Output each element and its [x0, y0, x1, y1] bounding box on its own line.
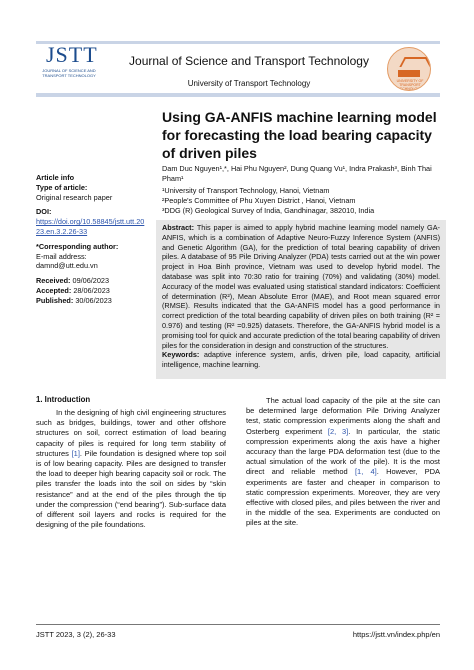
- section-heading: 1. Introduction: [36, 395, 91, 404]
- email-value[interactable]: damnd@utt.edu.vn: [36, 261, 98, 271]
- paragraph-text: . In particular, the static compression experiments along the axis have a higher accuracy than the large PDA deformation test (due to the actual simulation of the work of the pile). It is the most direct and reliable method: [246, 426, 440, 477]
- abstract: [162, 223, 440, 350]
- abstract-label: Abstract:: [162, 223, 195, 232]
- university-badge: [387, 47, 431, 91]
- corresponding-label: *Corresponding author:: [36, 241, 119, 251]
- paragraph-text: . However, PDA experiments are faster and cheaper in comparison to static compression experiments. Moreover, they are very effective with closed piles, and piles between the river and in the middle of the sea. Experiments are conducted on piles at the site.: [246, 467, 440, 528]
- accepted-label: Accepted:: [36, 285, 72, 295]
- affiliation-item: ²People's Committee of Phu Xuyen District , Hanoi, Vietnam: [162, 196, 356, 206]
- email-label: E-mail address:: [36, 251, 87, 261]
- citation-info: JSTT 2023, 3 (2), 26-33: [36, 630, 116, 639]
- journal-title: Journal of Science and Transport Technology: [129, 54, 369, 68]
- doi-label: DOI:: [36, 207, 52, 217]
- citation-link[interactable]: [2, 3]: [327, 426, 349, 436]
- intro-column-left: [36, 408, 226, 530]
- paper-title: Using GA-ANFIS machine learning model for forecasting the load bearing capacity of driven piles: [162, 109, 437, 161]
- citation-link[interactable]: [1]: [71, 448, 80, 458]
- received-date: [36, 276, 146, 286]
- accepted-value: 28/06/2023: [73, 285, 110, 295]
- intro-paragraph: [36, 408, 226, 530]
- citation-link[interactable]: [1, 4]: [354, 467, 377, 477]
- article-type-label: Type of article:: [36, 182, 88, 192]
- article-info-heading: Article info: [36, 173, 75, 182]
- received-label: Received:: [36, 276, 71, 286]
- received-value: 09/06/2023: [72, 276, 110, 286]
- published-date: [36, 296, 146, 306]
- article-type-value: Original research paper: [36, 192, 113, 202]
- affiliation-item: ³DDG (R) Geological Survey of India, Gandhinagar, 382010, India: [162, 206, 375, 216]
- jstt-logo-tagline: JOURNAL OF SCIENCE AND TRANSPORT TECHNOLOGY: [42, 68, 96, 78]
- keywords-label: Keywords:: [162, 350, 200, 359]
- university-name: University of Transport Technology: [187, 79, 311, 88]
- paragraph-text: In the designing of high civil engineering structures such as bridges, buildings, tower and other offshore structures on soil, correct estimation of load bearing capacity of piles is required for long term stability of structures: [36, 408, 226, 458]
- accepted-date: [36, 286, 146, 296]
- abstract-text: This paper is aimed to apply hybrid machine learning model namely GA-ANFIS, which is a combination of Adaptive Neuro-Fuzzy Inference System (ANFIS) and Genetic Algorithm (GA), for the prediction of total bearing capability of driven piles. A database of 95 Pile Driving Analyzer (PDA) tests carried out at the win power project in Hoa Binh province, Vietnam was used to develop hybrid model. The database was split into 70:30 ratio for training (70%) and validating (30%) model. Accuracy of the model was evaluated using statistical standard indicators: Coefficient of determination (R²), Mean Absolute Error (MAE), and Root mean squared error (RMSE). Results indicated that the GA-ANFIS model has a good performance in correct prediction of the total bearding capability of driven piles on both training (R² = 0.976) and testing (R² =0.925) datasets. Therefore, the GA-ANFIS hybrid model is a promising tool for quick and accurate prediction of the total bearing capability of driven piles for the consideration in design and construction of the structures.: [162, 223, 440, 350]
- affiliations: [162, 186, 438, 217]
- jstt-logo: [38, 42, 98, 91]
- doi-link[interactable]: https://doi.org/10.58845/jstt.utt.2023.en.3.2.26-33: [36, 217, 145, 236]
- paragraph-text: The actual load capacity of the pile at the site can be determined large deformation Pile Driving Analyzer test, static compression experiments along the shaft and Osterberg experiment: [246, 396, 440, 436]
- intro-paragraph: [246, 396, 440, 529]
- article-info-sidebar: [36, 173, 146, 306]
- author-list: Dam Duc Nguyen¹,*, Hai Phu Nguyen², Dung Quang Vu¹, Indra Prakash³, Binh Thai Pham¹: [162, 164, 432, 183]
- keywords: [162, 350, 440, 370]
- paragraph-text: . Pile foundation is designed where top soil is of low bearing capacity. Piles are designed to transfer the load to deeper high bearing capacity soil or rock. The piles transfer the loads into the soil on sides by “skin resistance” and at the end of the piles through the tip under the compression (“end bearing”). Sub-surface data of different soil layers and rocks is required for the designing of the pile foundations.: [36, 448, 226, 530]
- published-label: Published:: [36, 295, 74, 305]
- page-footer: [36, 624, 440, 641]
- university-logo-label: UNIVERSITY OF TRANSPORT TECHNOLOGY: [396, 79, 424, 91]
- journal-header: [36, 41, 440, 97]
- keywords-text: adaptive inference system, anfis, driven pile, load capacity, artificial intelligence, machine learning.: [162, 350, 440, 369]
- affiliation-item: ¹University of Transport Technology, Hanoi, Vietnam: [162, 186, 330, 195]
- jstt-logo-mark: JSTT: [46, 42, 98, 67]
- intro-column-right: [246, 396, 440, 529]
- journal-url[interactable]: https://jstt.vn/index.php/en: [352, 630, 440, 639]
- published-value: 30/06/2023: [75, 295, 112, 305]
- university-logo: [380, 45, 436, 91]
